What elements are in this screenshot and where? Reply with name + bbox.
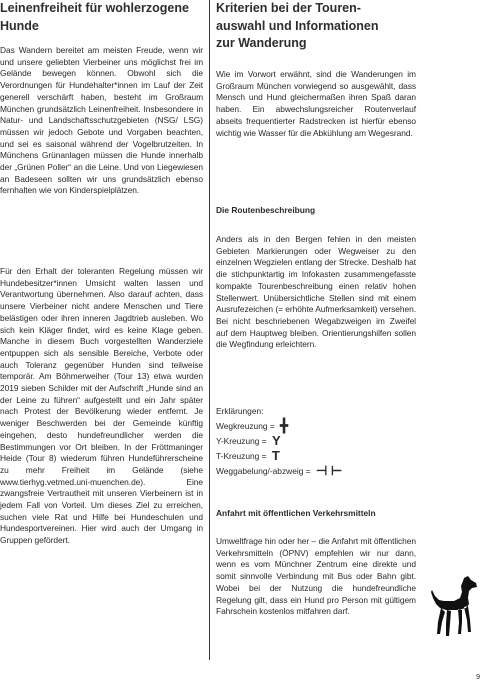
heading-line-3: zur Wanderung xyxy=(216,36,307,50)
dog-silhouette-icon xyxy=(428,574,480,646)
page-number: 9 xyxy=(476,674,480,681)
fork-icon: ⊣ ⊢ xyxy=(315,463,343,478)
legend-wegkreuzung xyxy=(216,420,288,433)
legend-title: Erklärungen: xyxy=(216,406,264,416)
paragraph-routenbeschreibung: Anders als in den Bergen fehlen in den meisten Gebieten Markierungen oder Wegweiser zu den einzelnen Wegzielen entlang der Strecke. Deshalb hat die stichpunktartig im Infokasten zusammengefasste kompakte Tourenbeschreibung einen relativ hohen Stellenwert. Unübersichtliche Stellen sind mit einem Ausrufezeichen (= erhöhte Aufmerksamkeit) versehen. Bei nicht beschriebenen Wegabzweigen im Zweifel auf dem Hauptweg bleiben. Orientierungshilfen sollen die Wegfindung erleichtern. xyxy=(216,234,416,350)
heading-line-1: Kriterien bei der Touren- xyxy=(216,1,361,15)
legend-label: Wegkreuzung = xyxy=(216,421,275,431)
paragraph-leinenfreiheit-1: Das Wandern bereitet am meisten Freude, wenn wir und unsere geliebten Vierbeiner uns möglichst frei im Gelände bewegen können. Obwohl sich die Verordnungen für Hundehalter*innen im Lauf der Zeit generell verschärft haben, besteht im Großraum München grundsätzlich Leinenfreiheit. Insbesondere in Natur- und Landschaftsschutzgebieten (NSG/ LSG) müssen wir jedoch Gebote und Vorgaben beachten, und sei es saisonal während der Vogelbrutzeiten. In Münchens Grünanlagen müssen die Hunde innerhalb der „Grünen Poller“ an die Leine. Und von Liegewiesen an Badeseen sollten wir uns grundsätzlich ebenso fernhalten wie von Kinderspielplätzen. xyxy=(0,45,203,196)
paragraph-anfahrt: Umweltfrage hin oder her – die Anfahrt mit öffentlichen Verkehrsmitteln (ÖPNV) empfehlen wir nur dann, wenn es vom Münchner Zentrum eine direkte und somit sinnvolle Verbindung mit Bus oder Bahn gibt. Wobei bei der Nutzung die hundefreundliche Regelung gilt, dass ein Hund pro Person mit gültigem Fahrschein kostenlos mitfahren darf. xyxy=(216,536,416,617)
heading-line-2: Hunde xyxy=(0,18,39,33)
legend-y-kreuzung xyxy=(216,435,281,448)
legend-label: Weggabelung/-abzweig = xyxy=(216,466,311,476)
crossroads-icon: ╋ xyxy=(280,418,288,433)
section-heading-kriterien xyxy=(216,0,379,53)
heading-line-2: auswahl und Informationen xyxy=(216,18,379,33)
legend-label: Y-Kreuzung = xyxy=(216,436,267,446)
column-divider xyxy=(209,0,210,660)
paragraph-leinenfreiheit-2: Für den Erhalt der toleranten Regelung müssen wir Hundebesitzer*innen Umsicht walten lassen und Verantwortung übernehmen. Also darauf achten, dass unsere Vierbeiner nicht andere Menschen und Tiere belästigen oder ihren inneren Jagdtrieb ausleben. Wo sich kein Kläger findet, wird es keine Klage geben. Manche in diesem Buch vorgestellten Wanderziele entpuppen sich als sensible Bereiche, Verbote oder auch Toleranz gegenüber Hunden sind teilweise temporär. Am Böhmerweiher (Tour 13) etwa wurden 2019 sieben Schilder mit der Aufschrift „Hunde sind an der Leine zu führen“ aufgestellt und ein Jahr später nach Protest der Bevölkerung wieder entfernt. Je weniger Beschwerden bei der Gemeinde künftig eingehen, desto hundefreundlicher werden die Bestimmungen vor Ort bleiben. In der Fröttmaninger Heide (Tour 8) wiederum führen Hundeführerscheine zu mehr Freiheit im Gelände (siehe www.tierhyg.vetmed.uni-muenchen.de). Eine zwangsfreie Vertrautheit mit unseren Vierbeinern ist in jedem Fall von Vorteil. Um dieses Ziel zu erreichen, suchen viele Rat und Hilfe bei Hundeschulen und Hundesportvereinen. Hier wird auch der Umgang in Gruppen gefördert. xyxy=(0,266,203,546)
subheading-anfahrt: Anfahrt mit öffentlichen Verkehrsmitteln xyxy=(216,508,376,518)
subheading-routenbeschreibung: Die Routenbeschreibung xyxy=(216,205,316,215)
legend-label: T-Kreuzung = xyxy=(216,451,267,461)
section-heading-leinenfreiheit xyxy=(0,0,189,35)
heading-line-1: Leinenfreiheit für wohlerzogene xyxy=(0,1,189,15)
paragraph-kriterien: Wie im Vorwort erwähnt, sind die Wanderungen im Großraum München vorwiegend so ausgewählt, dass Mensch und Hund gleichermaßen ihren Spaß daran haben. Ein abwechslungsreicher Routenverlauf abseits frequentierter Radstrecken ist hierfür ebenso wichtig wie Wasser für die Abkühlung am Wegesrand. xyxy=(216,69,416,138)
legend-t-kreuzung xyxy=(216,450,280,463)
y-junction-icon: Y xyxy=(272,433,281,448)
t-junction-icon: T xyxy=(271,448,280,463)
legend-weggabelung xyxy=(216,465,342,478)
